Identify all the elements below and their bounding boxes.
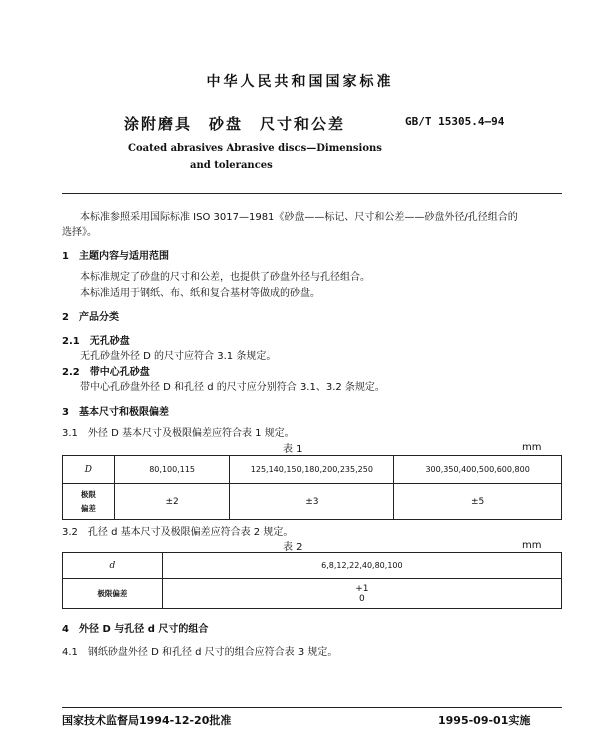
table-1-tolerance-cell: ±3 <box>230 484 394 520</box>
header-divider <box>62 193 562 194</box>
table-2-tolerance-lower: 0 <box>359 593 365 604</box>
table-1 <box>62 455 562 520</box>
table-2-tolerance-row <box>63 579 562 609</box>
table-1-unit: mm <box>522 442 542 453</box>
section-2-1-text: 无孔砂盘外径 D 的尺寸应符合 3.1 条规定。 <box>80 351 277 362</box>
table-2-unit: mm <box>522 540 542 551</box>
table-2-size-row <box>63 553 562 579</box>
footer-divider <box>62 707 562 708</box>
intro-line-1: 本标准参照采用国际标准 ISO 3017—1981《砂盘——标记、尺寸和公差——砂盘外径/孔径组合的 <box>80 212 518 223</box>
table-2-size-cell: 6,8,12,22,40,80,100 <box>162 553 561 579</box>
section-2-2-heading: 2.2 带中心孔砂盘 <box>62 367 150 378</box>
table-2-tolerance-cell <box>162 579 561 609</box>
table-1-size-cell: 300,350,400,500,600,800 <box>394 456 562 484</box>
table-2 <box>62 552 562 609</box>
table-1-size-row <box>63 456 562 484</box>
table-2-caption: 表 2 <box>283 542 303 553</box>
table-1-tolerance-cell: ±2 <box>114 484 230 520</box>
table-1-row-label-tolerance <box>63 484 115 520</box>
table-1-tolerance-row <box>63 484 562 520</box>
approval-date: 国家技术监督局1994-12-20批准 <box>62 714 232 727</box>
section-1-paragraph-2: 本标准适用于钢纸、布、纸和复合基材等做成的砂盘。 <box>80 288 320 299</box>
table-2-tolerance-upper: +1 <box>355 583 369 594</box>
national-standard-heading: 中华人民共和国国家标准 <box>206 74 394 90</box>
section-1-heading: 1 主题内容与适用范围 <box>62 251 169 262</box>
section-2-heading: 2 产品分类 <box>62 312 119 323</box>
section-3-1-text: 3.1 外径 D 基本尺寸及极限偏差应符合表 1 规定。 <box>62 428 295 439</box>
section-3-heading: 3 基本尺寸和极限偏差 <box>62 407 169 418</box>
table-1-tolerance-label-line-1: 极限 <box>80 490 96 499</box>
document-title-zh: 涂附磨具 砂盘 尺寸和公差 <box>124 115 346 133</box>
table-1-tolerance-cell: ±5 <box>394 484 562 520</box>
table-1-tolerance-label-line-2: 偏差 <box>80 504 96 513</box>
table-2-row-label-tolerance: 极限偏差 <box>63 579 163 609</box>
table-2-row-label-d: d <box>63 553 163 579</box>
section-4-heading: 4 外径 D 与孔径 d 尺寸的组合 <box>62 624 209 635</box>
document-title-en-line2: and tolerances <box>190 160 273 171</box>
section-2-1-heading: 2.1 无孔砂盘 <box>62 336 130 347</box>
standard-number: GB/T 15305.4—94 <box>405 115 505 128</box>
document-title-en-line1: Coated abrasives Abrasive discs—Dimensions <box>128 143 382 154</box>
table-1-size-cell: 80,100,115 <box>114 456 230 484</box>
table-1-row-label-d: D <box>63 456 115 484</box>
intro-line-2: 选择》。 <box>62 227 97 238</box>
section-2-2-text: 带中心孔砂盘外径 D 和孔径 d 的尺寸应分别符合 3.1、3.2 条规定。 <box>80 382 385 393</box>
table-1-caption: 表 1 <box>283 444 303 455</box>
section-3-2-text: 3.2 孔径 d 基本尺寸及极限偏差应符合表 2 规定。 <box>62 527 294 538</box>
section-1-paragraph-1: 本标准规定了砂盘的尺寸和公差，也提供了砂盘外径与孔径组合。 <box>80 272 370 283</box>
section-4-1-text: 4.1 钢纸砂盘外径 D 和孔径 d 尺寸的组合应符合表 3 规定。 <box>62 647 338 658</box>
table-1-size-cell: 125,140,150,180,200,235,250 <box>230 456 394 484</box>
effective-date: 1995-09-01实施 <box>438 714 531 727</box>
